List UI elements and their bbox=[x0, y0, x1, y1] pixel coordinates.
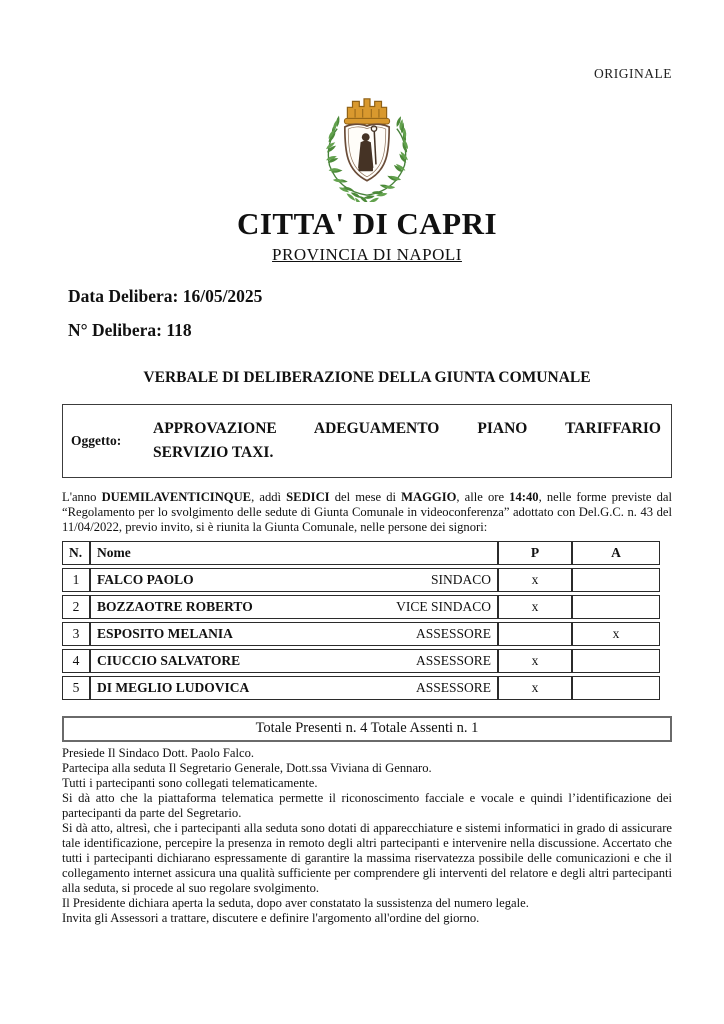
table-row bbox=[62, 568, 660, 592]
row-number: 1 bbox=[62, 568, 90, 592]
present-mark: x bbox=[498, 676, 572, 700]
mural-crown bbox=[344, 99, 389, 124]
session-body-text bbox=[62, 746, 672, 925]
member-role: ASSESSORE bbox=[415, 653, 491, 669]
present-mark: x bbox=[498, 595, 572, 619]
absent-mark: x bbox=[572, 622, 660, 646]
premessa-text: , alle ore bbox=[456, 490, 510, 505]
row-number: 4 bbox=[62, 649, 90, 673]
member-name: FALCO PAOLO bbox=[97, 572, 194, 588]
attendance-table bbox=[62, 538, 660, 703]
oggetto-label: Oggetto: bbox=[71, 433, 122, 449]
copy-type-label: ORIGINALE bbox=[594, 66, 672, 81]
present-mark: x bbox=[498, 649, 572, 673]
member-cell bbox=[90, 568, 498, 592]
present-mark bbox=[498, 622, 572, 646]
member-name: CIUCCIO SALVATORE bbox=[97, 653, 241, 669]
absent-mark bbox=[572, 649, 660, 673]
table-row bbox=[62, 649, 660, 673]
absent-mark bbox=[572, 595, 660, 619]
table-row bbox=[62, 595, 660, 619]
premessa-year: DUEMILAVENTICINQUE bbox=[101, 490, 252, 505]
premessa-text: del mese di bbox=[329, 490, 402, 505]
premessa-day: SEDICI bbox=[286, 490, 330, 505]
premessa-text: , addì bbox=[251, 490, 287, 505]
body-line: Invita gli Assessori a trattare, discutere e definire l'argomento all'ordine del giorno. bbox=[62, 910, 480, 925]
row-number: 3 bbox=[62, 622, 90, 646]
member-name: BOZZAOTRE ROBERTO bbox=[97, 599, 253, 615]
delibera-date-value: 16/05/2025 bbox=[182, 286, 263, 306]
body-line: Presiede Il Sindaco Dott. Paolo Falco. bbox=[62, 746, 255, 761]
member-cell bbox=[90, 622, 498, 646]
table-row bbox=[62, 676, 660, 700]
table-row bbox=[62, 622, 660, 646]
capri-coat-of-arms-icon bbox=[62, 86, 672, 204]
col-header-n: N. bbox=[62, 541, 90, 565]
premessa-text: L'anno bbox=[62, 490, 102, 505]
col-header-presente: P bbox=[498, 541, 572, 565]
oggetto-text-line2: SERVIZIO TAXI. bbox=[153, 444, 274, 462]
verbale-title: VERBALE DI DELIBERAZIONE DELLA GIUNTA COMUNALE bbox=[143, 369, 591, 386]
city-title: CITTA' DI CAPRI bbox=[236, 206, 498, 241]
row-number: 5 bbox=[62, 676, 90, 700]
totals-box: Totale Presenti n. 4 Totale Assenti n. 1 bbox=[62, 716, 672, 742]
absent-mark bbox=[572, 676, 660, 700]
row-number: 2 bbox=[62, 595, 90, 619]
member-role: VICE SINDACO bbox=[396, 599, 491, 615]
body-line: Si dà atto, altresì, che i partecipanti alla seduta sono dotati di apparecchiature e sistemi informatici in grado di assicurare tale identificazione, percepire la presenza in remoto degli altri partecipanti e intervenire nella discussione. Accertato che tutti i partecipanti dichiarano espressamente di garantire la massima riservatezza possibile delle comunicazioni e che il collegamento internet assicura una qualità sufficiente per comprendere gli interventi del relatore e degli altri partecipanti alla seduta, si procede al suo regolare svolgimento. bbox=[62, 820, 672, 895]
premessa-text: , nelle forme previste dal “Regolamento per lo svolgimento delle sedute di Giunta Comunale in videoconferenza” adottato con Del.G.C. n. 43 del 11/04/2022, previo invito, si è riunita la Giunta Comunale, nelle persone dei signori: bbox=[62, 490, 672, 535]
premessa-month: MAGGIO bbox=[401, 490, 457, 505]
delibera-date-line bbox=[62, 286, 672, 307]
member-role: ASSESSORE bbox=[415, 680, 491, 696]
member-role: ASSESSORE bbox=[415, 626, 491, 642]
oggetto-text bbox=[153, 417, 661, 465]
body-line: Partecipa alla seduta Il Segretario Generale, Dott.ssa Viviana di Gennaro. bbox=[62, 761, 432, 776]
member-cell bbox=[90, 676, 498, 700]
attendance-header-row bbox=[62, 541, 660, 565]
col-header-assente: A bbox=[572, 541, 660, 565]
member-cell bbox=[90, 649, 498, 673]
delibera-number-line bbox=[62, 320, 672, 341]
absent-mark bbox=[572, 568, 660, 592]
oggetto-text-line1: APPROVAZIONE ADEGUAMENTO PIANO TARIFFARIO bbox=[153, 420, 661, 437]
delibera-date-label: Data Delibera: bbox=[68, 286, 179, 306]
body-line: Il Presidente dichiara aperta la seduta, dopo aver constatato la sussistenza del numero legale. bbox=[62, 895, 529, 910]
oggetto-box bbox=[62, 404, 672, 478]
body-line: Si dà atto che la piattaforma telematica permette il riconoscimento facciale e vocale e quindi l’identificazione dei partecipanti da parte del Segretario. bbox=[62, 791, 672, 821]
delibera-number-label: N° Delibera: bbox=[68, 320, 162, 340]
member-role: SINDACO bbox=[430, 572, 491, 588]
delibera-number-value: 118 bbox=[166, 320, 192, 340]
premessa-time: 14:40 bbox=[509, 490, 539, 505]
col-header-nome: Nome bbox=[90, 541, 498, 565]
member-name: DI MEGLIO LUDOVICA bbox=[97, 680, 250, 696]
present-mark: x bbox=[498, 568, 572, 592]
province-subtitle: PROVINCIA DI NAPOLI bbox=[272, 245, 462, 264]
member-name: ESPOSITO MELANIA bbox=[97, 626, 233, 642]
premessa-paragraph bbox=[62, 490, 672, 535]
body-line: Tutti i partecipanti sono collegati telematicamente. bbox=[62, 776, 318, 791]
member-cell bbox=[90, 595, 498, 619]
